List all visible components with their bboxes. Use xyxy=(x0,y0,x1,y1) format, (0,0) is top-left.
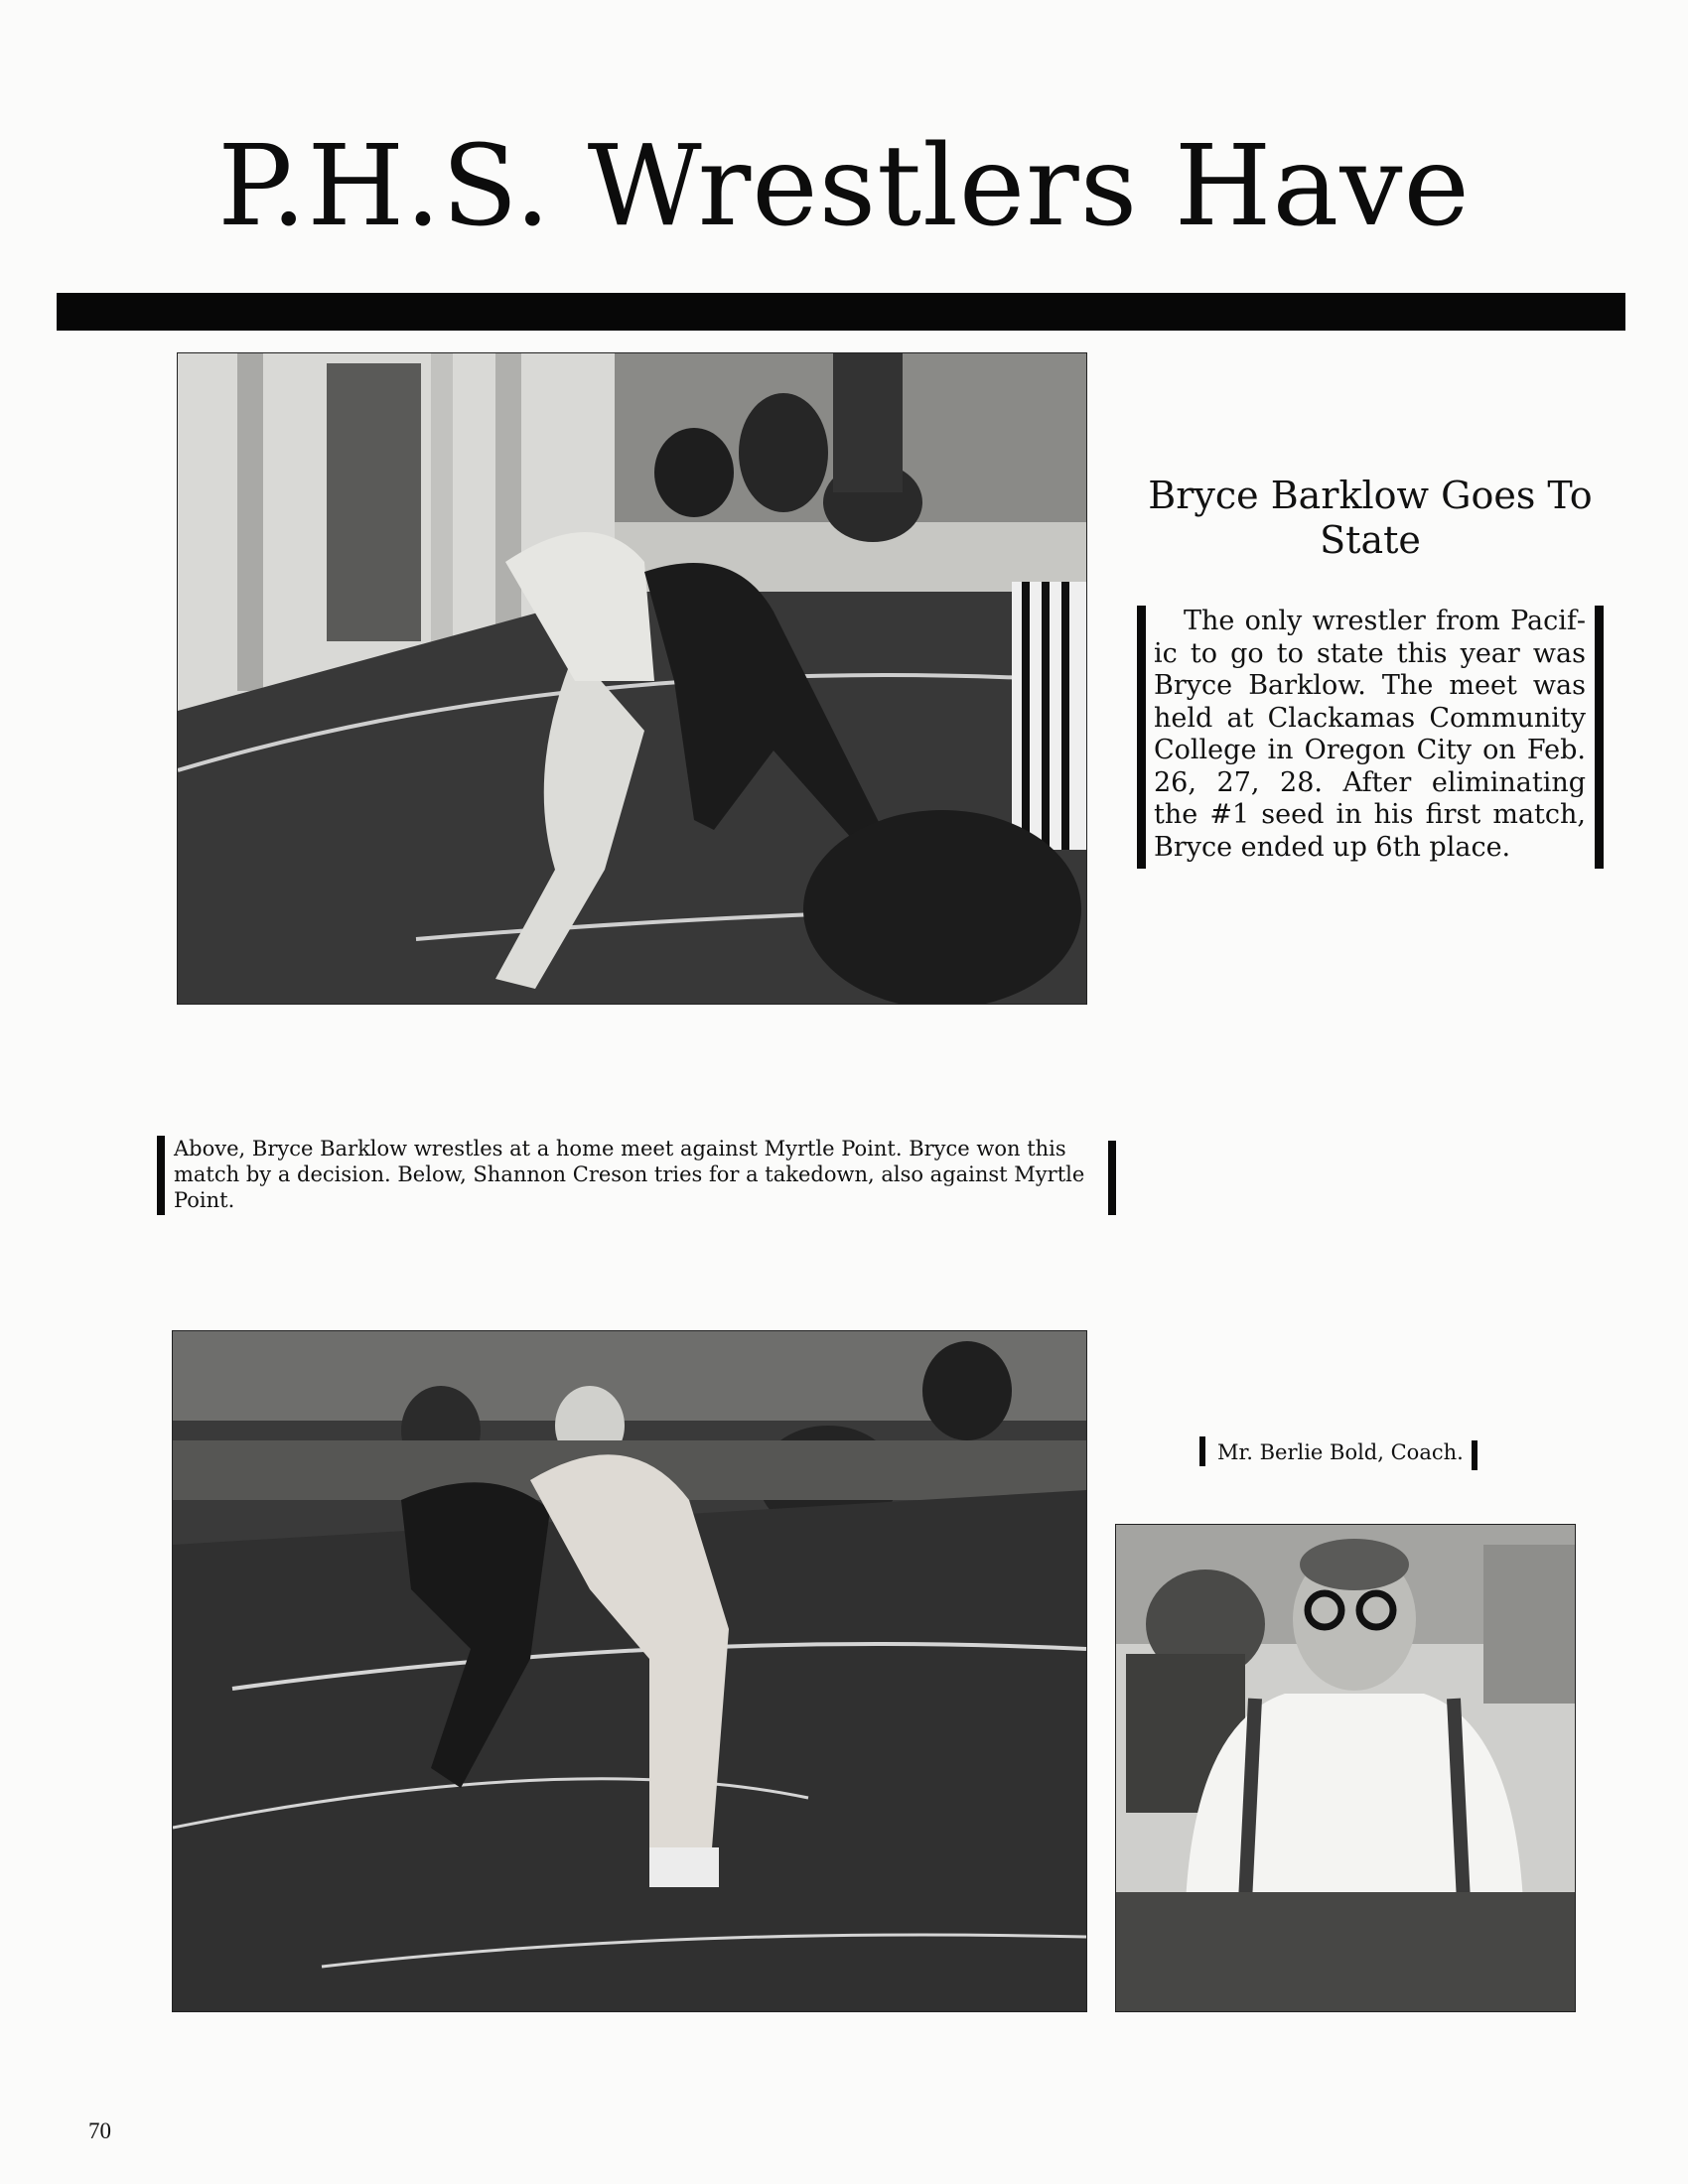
photo-barklow-match xyxy=(177,352,1087,1005)
coach-caption: Mr. Berlie Bold, Coach. xyxy=(1217,1440,1464,1464)
page-number: 70 xyxy=(88,2118,111,2143)
photo-creson-takedown xyxy=(172,1330,1087,2012)
caption-left-bar xyxy=(157,1136,165,1215)
article-headline: Bryce Barklow Goes To State xyxy=(1148,474,1593,562)
coach-caption-box xyxy=(1199,1436,1477,1468)
photo-coach xyxy=(1115,1524,1576,2012)
sidebar-right-bar xyxy=(1595,606,1604,869)
match-caption: Above, Bryce Barklow wrestles at a home meet against Myrtle Point. Bryce won this match by a decision. Below, Shannon Creson tries for a takedown, also against Myrtle Point. xyxy=(174,1137,1085,1212)
coach-caption-right-bar xyxy=(1472,1440,1477,1470)
sidebar-left-bar xyxy=(1137,606,1146,869)
page-title: P.H.S. Wrestlers Have xyxy=(217,122,1471,251)
article-body: The only wrestler from Pacific to go to state this year was Bryce Barklow. The meet was held at Clackamas Community College in Oregon City on Feb. 26, 27, 28. After eliminating the #1 seed in his first match, Bryce ended up 6th place. xyxy=(1154,606,1586,863)
match-caption-box xyxy=(157,1136,1116,1215)
coach-caption-left-bar xyxy=(1199,1436,1205,1466)
caption-right-bar xyxy=(1108,1141,1116,1215)
article-sidebar xyxy=(1137,606,1604,869)
title-rule xyxy=(57,293,1625,331)
